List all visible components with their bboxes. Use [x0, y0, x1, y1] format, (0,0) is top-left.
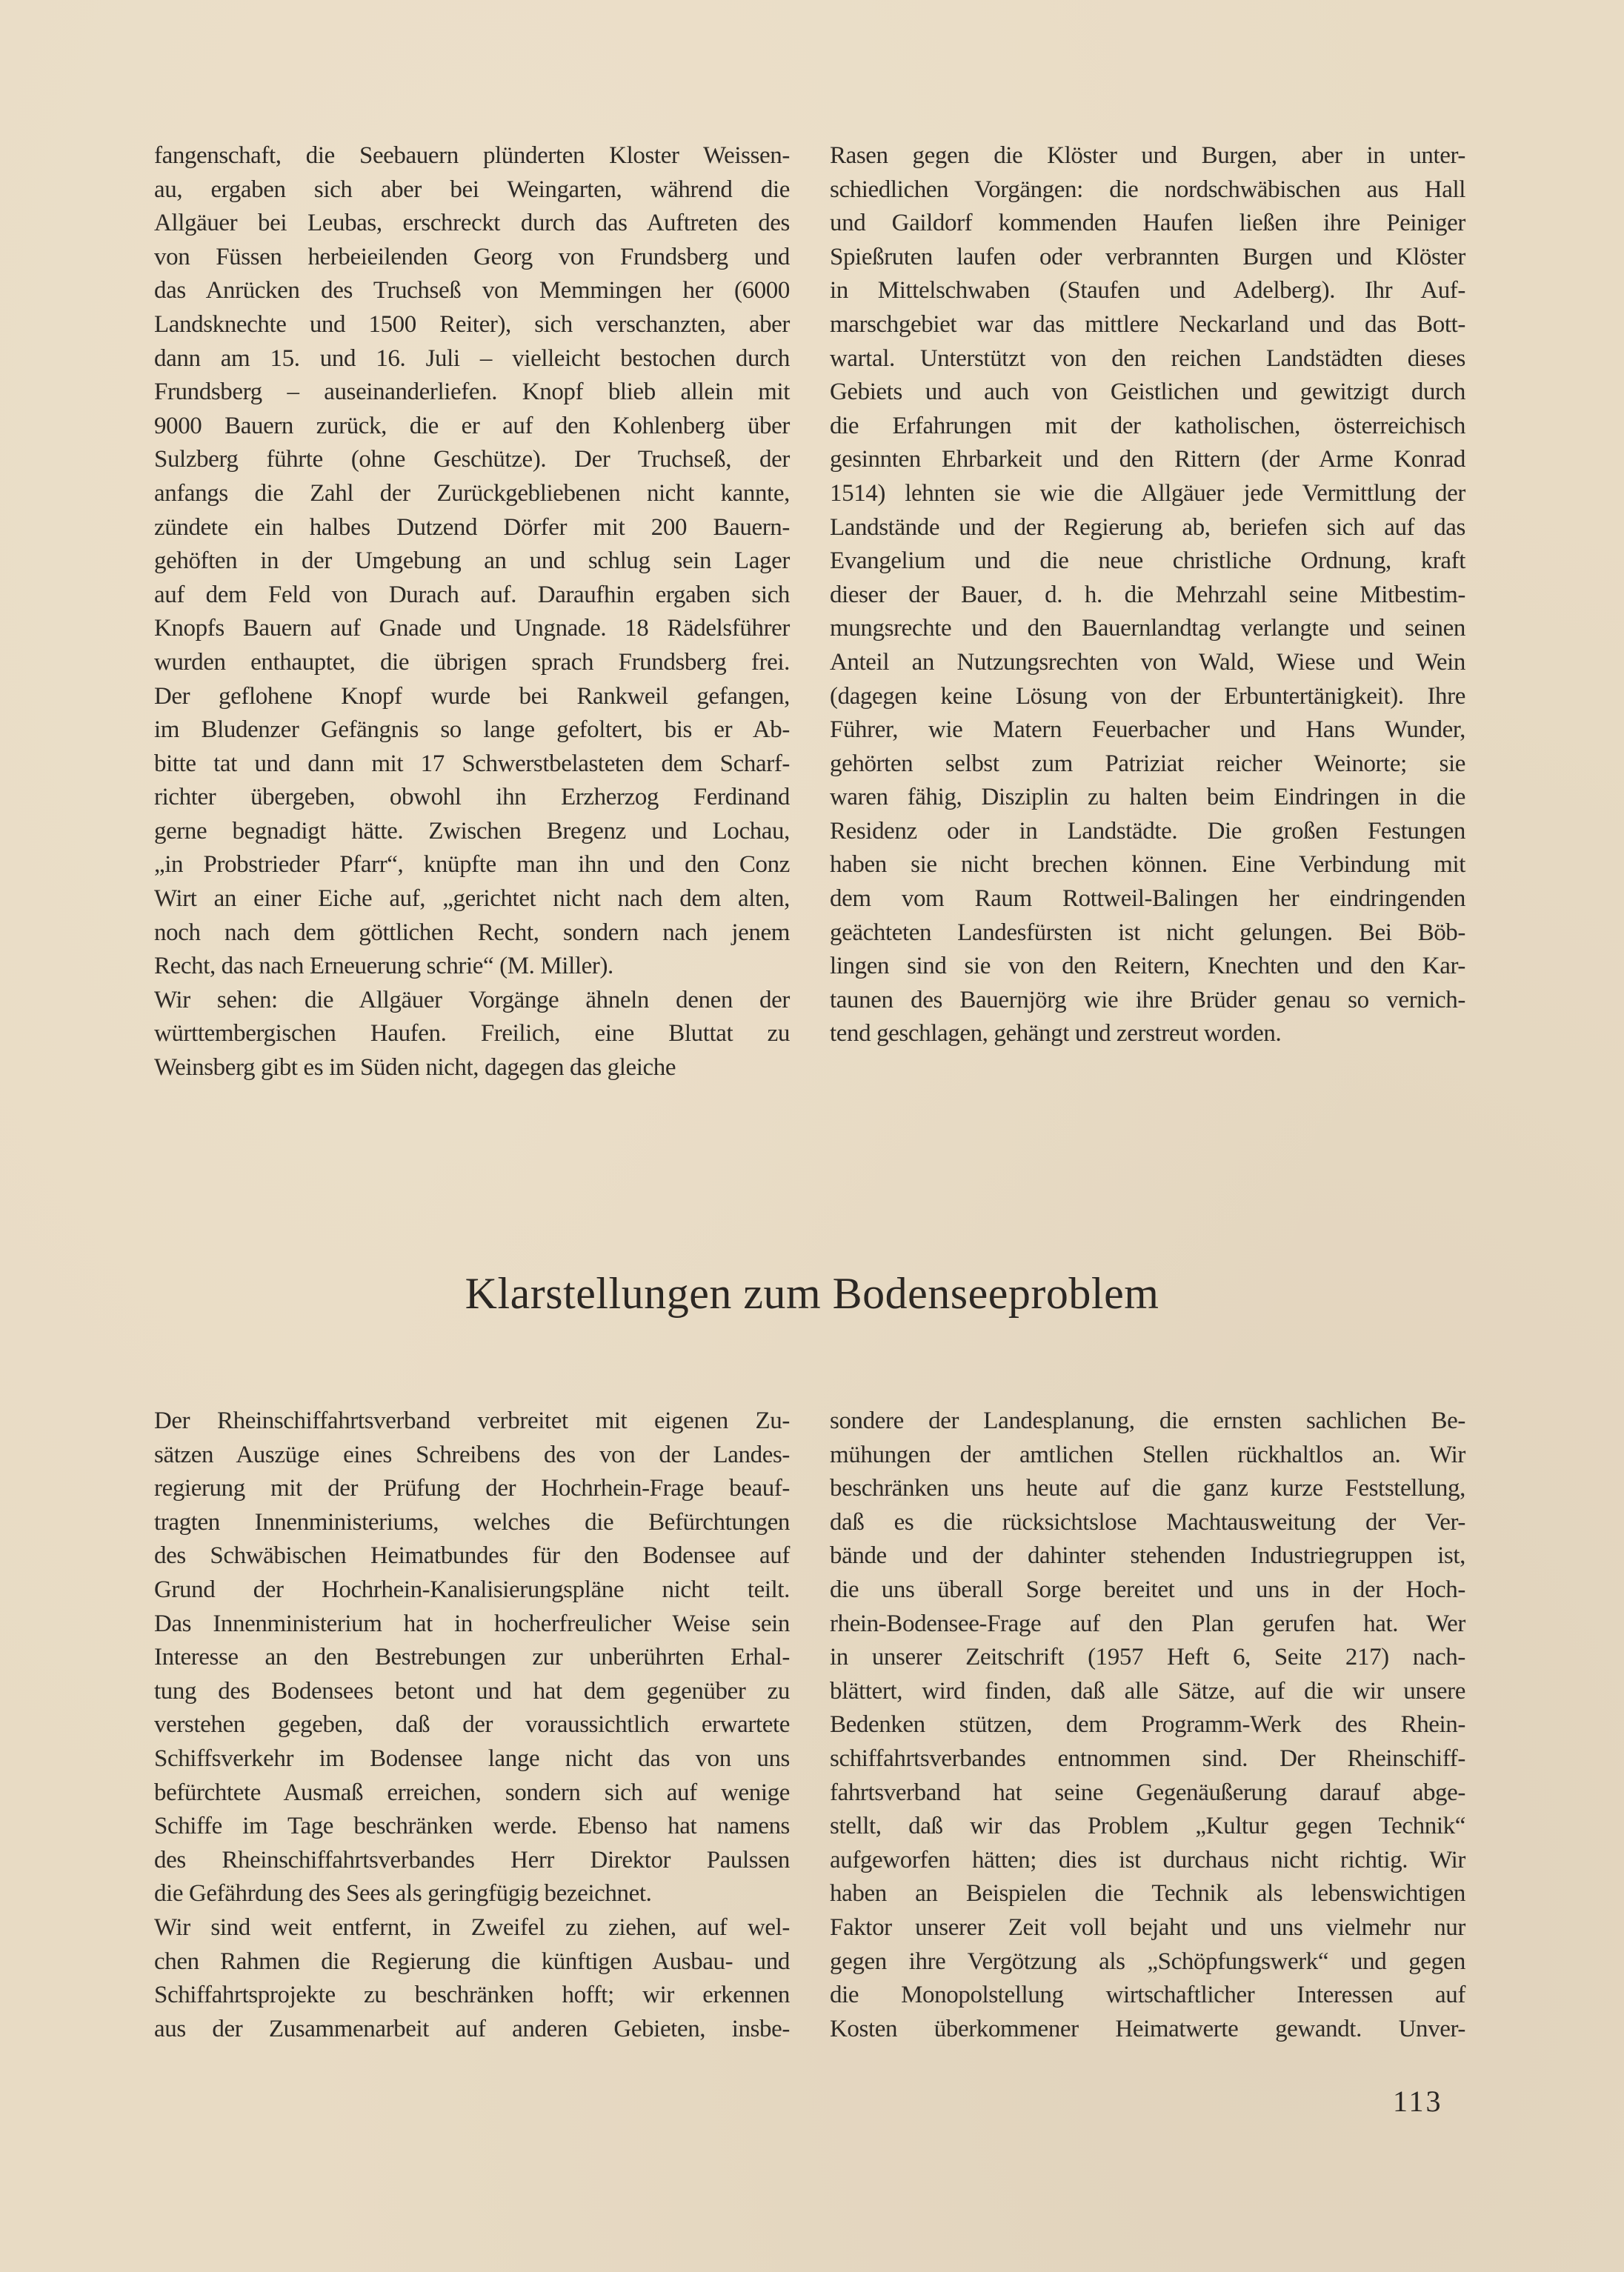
- text-line: stellt, daß wir das Problem „Kultur gegen Technik“: [830, 1813, 1465, 1840]
- text-line: Der geflohene Knopf wurde bei Rankweil gefangen,: [154, 682, 790, 710]
- text-line: waren fähig, Disziplin zu halten beim Eindringen in die: [830, 784, 1465, 811]
- text-line: fahrtsverband hat seine Gegenäußerung darauf abge-: [830, 1779, 1465, 1806]
- text-line: mühungen der amtlichen Stellen rückhaltlos an. Wir: [830, 1441, 1465, 1468]
- text-line: marschgebiet war das mittlere Neckarland und das Bott-: [830, 310, 1465, 338]
- text-line: Knopfs Bauern auf Gnade und Ungnade. 18 Rädelsführer: [154, 615, 790, 642]
- text-line: tragten Innenministeriums, welches die Befürchtungen: [154, 1508, 790, 1536]
- text-line: haben sie nicht brechen können. Eine Verbindung mit: [830, 851, 1465, 879]
- text-line: die Monopolstellung wirtschaftlicher Interessen auf: [830, 1982, 1465, 2009]
- text-line: aufgeworfen hätten; dies ist durchaus nicht richtig. Wir: [830, 1846, 1465, 1873]
- text-line: taunen des Bauernjörg wie ihre Brüder genau so vernich-: [830, 986, 1465, 1013]
- text-line: (dagegen keine Lösung von der Erbuntertänigkeit). Ihre: [830, 682, 1465, 710]
- text-line: Frundsberg – auseinanderliefen. Knopf blieb allein mit: [154, 379, 790, 406]
- page-number: 113: [1393, 2085, 1443, 2118]
- text-line: Bedenken stützen, dem Programm-Werk des Rhein-: [830, 1711, 1465, 1739]
- text-line: gerne begnadigt hätte. Zwischen Bregenz und Lochau,: [154, 817, 790, 844]
- text-line: Rasen gegen die Klöster und Burgen, aber in unter-: [830, 142, 1465, 169]
- text-line: Wir sind weit entfernt, in Zweifel zu ziehen, auf wel-: [154, 1913, 790, 1941]
- text-line: rhein-Bodensee-Frage auf den Plan gerufen hat. Wer: [830, 1610, 1465, 1637]
- text-line: das Anrücken des Truchseß von Memmingen her (6000: [154, 277, 790, 304]
- text-line: Faktor unserer Zeit voll bejaht und uns vielmehr nur: [830, 1913, 1465, 1941]
- text-line: bände und der dahinter stehenden Industriegruppen ist,: [830, 1542, 1465, 1570]
- text-line: wurden enthauptet, die übrigen sprach Frundsberg frei.: [154, 648, 790, 676]
- text-line: von Füssen herbeieilenden Georg von Frundsberg und: [154, 243, 790, 270]
- text-line: des Schwäbischen Heimatbundes für den Bodensee auf: [154, 1542, 790, 1570]
- text-line: beschränken uns heute auf die ganz kurze Feststellung,: [830, 1475, 1465, 1502]
- text-line: Sulzberg führte (ohne Geschütze). Der Truchseß, der: [154, 446, 790, 473]
- text-line: aus der Zusammenarbeit auf anderen Gebieten, insbe-: [154, 2015, 790, 2042]
- text-line: regierung mit der Prüfung der Hochrhein-Frage beauf-: [154, 1475, 790, 1502]
- text-line: Weinsberg gibt es im Süden nicht, dagegen das gleiche: [154, 1054, 676, 1082]
- text-line: daß es die rücksichtslose Machtausweitung der Ver-: [830, 1508, 1465, 1536]
- text-line: Spießruten laufen oder verbrannten Burgen und Klöster: [830, 243, 1465, 270]
- text-line: bitte tat und dann mit 17 Schwerstbelasteten dem Scharf-: [154, 750, 790, 777]
- text-line: in unserer Zeitschrift (1957 Heft 6, Seite 217) nach-: [830, 1644, 1465, 1671]
- text-line: sondere der Landesplanung, die ernsten sachlichen Be-: [830, 1407, 1465, 1434]
- text-line: befürchtete Ausmaß erreichen, sondern sich auf wenige: [154, 1779, 790, 1806]
- text-line: verstehen gegeben, daß der voraussichtlich erwartete: [154, 1711, 790, 1739]
- text-line: Das Innenministerium hat in hocherfreulicher Weise sein: [154, 1610, 790, 1637]
- text-line: schiedlichen Vorgängen: die nordschwäbischen aus Hall: [830, 176, 1465, 203]
- text-line: gehörten selbst zum Patriziat reicher Weinorte; sie: [830, 750, 1465, 777]
- text-line: dann am 15. und 16. Juli – vielleicht bestochen durch: [154, 344, 790, 372]
- text-line: geächteten Landesfürsten ist nicht gelungen. Bei Böb-: [830, 919, 1465, 946]
- text-line: Der Rheinschiffahrtsverband verbreitet mit eigenen Zu-: [154, 1407, 790, 1434]
- text-line: auf dem Feld von Durach auf. Daraufhin ergaben sich: [154, 581, 790, 608]
- text-line: die Gefährdung des Sees als geringfügig bezeichnet.: [154, 1880, 652, 1908]
- text-line: Wir sehen: die Allgäuer Vorgänge ähneln denen der: [154, 986, 790, 1013]
- text-line: 1514) lehnten sie wie die Allgäuer jede Vermittlung der: [830, 479, 1465, 507]
- text-line: die uns überall Sorge bereitet und uns in der Hoch-: [830, 1576, 1465, 1603]
- text-line: Schiffahrtsprojekte zu beschränken hofft; wir erkennen: [154, 1982, 790, 2009]
- text-line: Recht, das nach Erneuerung schrie“ (M. Miller).: [154, 953, 613, 980]
- text-line: noch nach dem göttlichen Recht, sondern nach jenem: [154, 919, 790, 946]
- text-line: richter übergeben, obwohl ihn Erzherzog Ferdinand: [154, 784, 790, 811]
- text-line: dem vom Raum Rottweil-Balingen her eindringenden: [830, 885, 1465, 913]
- text-line: zündete ein halbes Dutzend Dörfer mit 200 Bauern-: [154, 513, 790, 541]
- text-line: und Gaildorf kommenden Haufen ließen ihre Peiniger: [830, 210, 1465, 237]
- text-line: dieser der Bauer, d. h. die Mehrzahl seine Mitbestim-: [830, 581, 1465, 608]
- top-left-column: [154, 139, 790, 1085]
- article-right-column: [830, 1405, 1465, 2046]
- text-line: im Bludenzer Gefängnis so lange gefoltert, bis er Ab-: [154, 716, 790, 744]
- text-line: Gebiets und auch von Geistlichen und gewitzigt durch: [830, 379, 1465, 406]
- text-line: in Mittelschwaben (Staufen und Adelberg). Ihr Auf-: [830, 277, 1465, 304]
- text-line: Landstände und der Regierung ab, beriefen sich auf das: [830, 513, 1465, 541]
- text-line: des Rheinschiffahrtsverbandes Herr Direktor Paulssen: [154, 1846, 790, 1873]
- text-line: anfangs die Zahl der Zurückgebliebenen nicht kannte,: [154, 479, 790, 507]
- text-line: schiffahrtsverbandes entnommen sind. Der Rheinschiff-: [830, 1745, 1465, 1772]
- article-title: Klarstellungen zum Bodenseeproblem: [465, 1269, 1159, 1318]
- text-line: Führer, wie Matern Feuerbacher und Hans Wunder,: [830, 716, 1465, 744]
- text-line: haben an Beispielen die Technik als lebenswichtigen: [830, 1880, 1465, 1908]
- text-line: au, ergaben sich aber bei Weingarten, während die: [154, 176, 790, 203]
- text-line: gesinnten Ehrbarkeit und den Rittern (der Arme Konrad: [830, 446, 1465, 473]
- text-line: Kosten überkommener Heimatwerte gewandt. Unver-: [830, 2015, 1465, 2042]
- top-right-column: [830, 139, 1465, 1051]
- text-line: gegen ihre Vergötzung als „Schöpfungswerk“ und gegen: [830, 1948, 1465, 1975]
- text-line: Schiffsverkehr im Bodensee lange nicht das von uns: [154, 1745, 790, 1772]
- text-line: tung des Bodensees betont und hat dem gegenüber zu: [154, 1677, 790, 1705]
- text-line: fangenschaft, die Seebauern plünderten Kloster Weissen-: [154, 142, 790, 169]
- article-left-column: [154, 1405, 790, 2046]
- text-line: „in Probstrieder Pfarr“, knüpfte man ihn und den Conz: [154, 851, 790, 879]
- text-line: die Erfahrungen mit der katholischen, österreichisch: [830, 412, 1465, 439]
- text-line: wartal. Unterstützt von den reichen Landstädten dieses: [830, 344, 1465, 372]
- text-line: Anteil an Nutzungsrechten von Wald, Wiese und Wein: [830, 648, 1465, 676]
- text-line: gehöften in der Umgebung an und schlug sein Lager: [154, 547, 790, 575]
- text-line: chen Rahmen die Regierung die künftigen Ausbau- und: [154, 1948, 790, 1975]
- text-line: Interesse an den Bestrebungen zur unberührten Erhal-: [154, 1644, 790, 1671]
- text-line: Landsknechte und 1500 Reiter), sich verschanzten, aber: [154, 310, 790, 338]
- text-line: sätzen Auszüge eines Schreibens des von der Landes-: [154, 1441, 790, 1468]
- text-line: Evangelium und die neue christliche Ordnung, kraft: [830, 547, 1465, 575]
- text-line: Allgäuer bei Leubas, erschreckt durch das Auftreten des: [154, 210, 790, 237]
- text-line: blättert, wird finden, daß alle Sätze, auf die wir unsere: [830, 1677, 1465, 1705]
- text-line: württembergischen Haufen. Freilich, eine Bluttat zu: [154, 1020, 790, 1047]
- text-line: Residenz oder in Landstädte. Die großen Festungen: [830, 817, 1465, 844]
- text-line: mungsrechte und den Bauernlandtag verlangte und seinen: [830, 615, 1465, 642]
- text-line: lingen sind sie von den Reitern, Knechten und den Kar-: [830, 953, 1465, 980]
- text-line: Wirt an einer Eiche auf, „gerichtet nicht nach dem alten,: [154, 885, 790, 913]
- text-line: Grund der Hochrhein-Kanalisierungspläne nicht teilt.: [154, 1576, 790, 1603]
- text-line: 9000 Bauern zurück, die er auf den Kohlenberg über: [154, 412, 790, 439]
- text-line: tend geschlagen, gehängt und zerstreut worden.: [830, 1020, 1282, 1047]
- text-line: Schiffe im Tage beschränken werde. Ebenso hat namens: [154, 1813, 790, 1840]
